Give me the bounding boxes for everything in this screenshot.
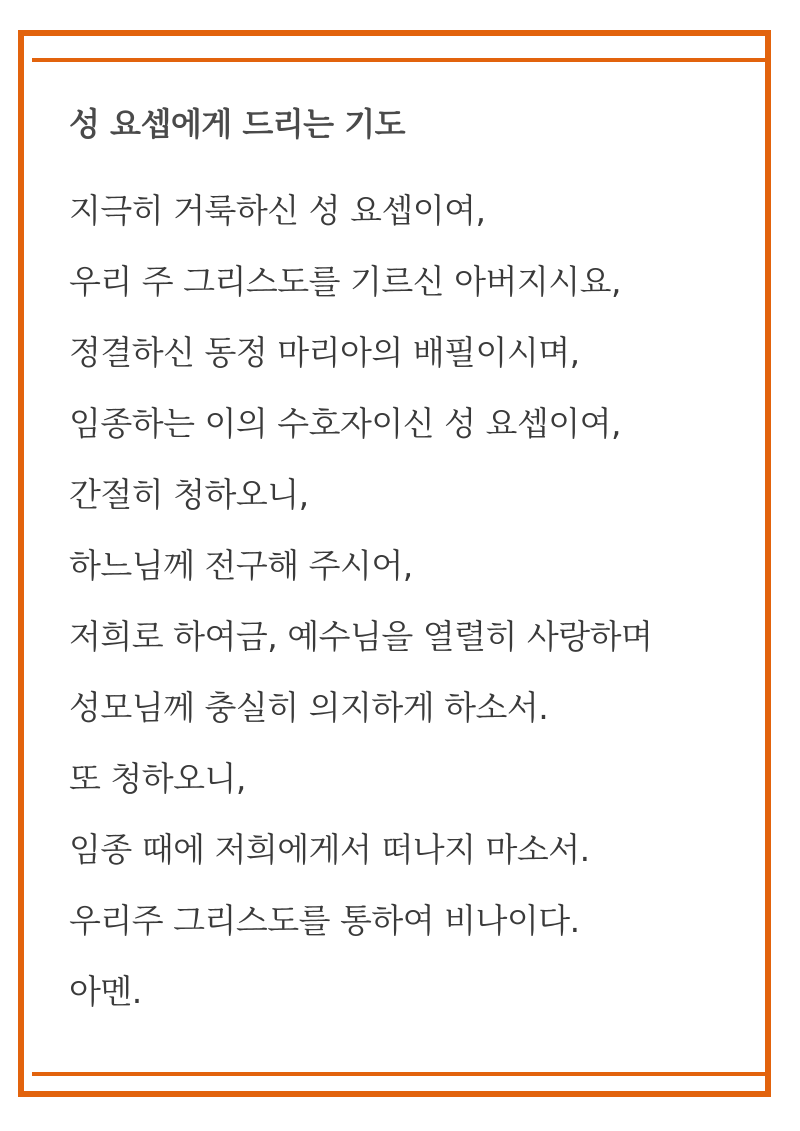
prayer-line: 지극히 거룩하신 성 요셉이여, [69, 191, 486, 230]
prayer-line: 정결하신 동정 마리아의 배필이시며, [69, 333, 580, 372]
prayer-line: 하느님께 전구해 주시어, [69, 546, 413, 585]
prayer-line: 간절히 청하오니, [69, 475, 309, 514]
prayer-line: 우리 주 그리스도를 기르신 아버지시요, [69, 262, 621, 301]
bottom-divider [32, 1072, 766, 1076]
prayer-line: 우리주 그리스도를 통하여 비나이다. [69, 901, 580, 940]
top-divider [32, 58, 766, 62]
prayer-line: 성모님께 충실히 의지하게 하소서. [69, 688, 549, 727]
prayer-line: 아멘. [69, 972, 142, 1011]
prayer-text [69, 184, 652, 1036]
page-title: 성 요셉에게 드리는 기도 [69, 105, 406, 143]
prayer-line: 임종 때에 저희에게서 떠나지 마소서. [69, 830, 590, 869]
prayer-line: 저희로 하여금, 예수님을 열렬히 사랑하며 [69, 617, 653, 656]
prayer-line: 또 청하오니, [69, 759, 246, 798]
prayer-line: 임종하는 이의 수호자이신 성 요셉이여, [69, 404, 621, 443]
